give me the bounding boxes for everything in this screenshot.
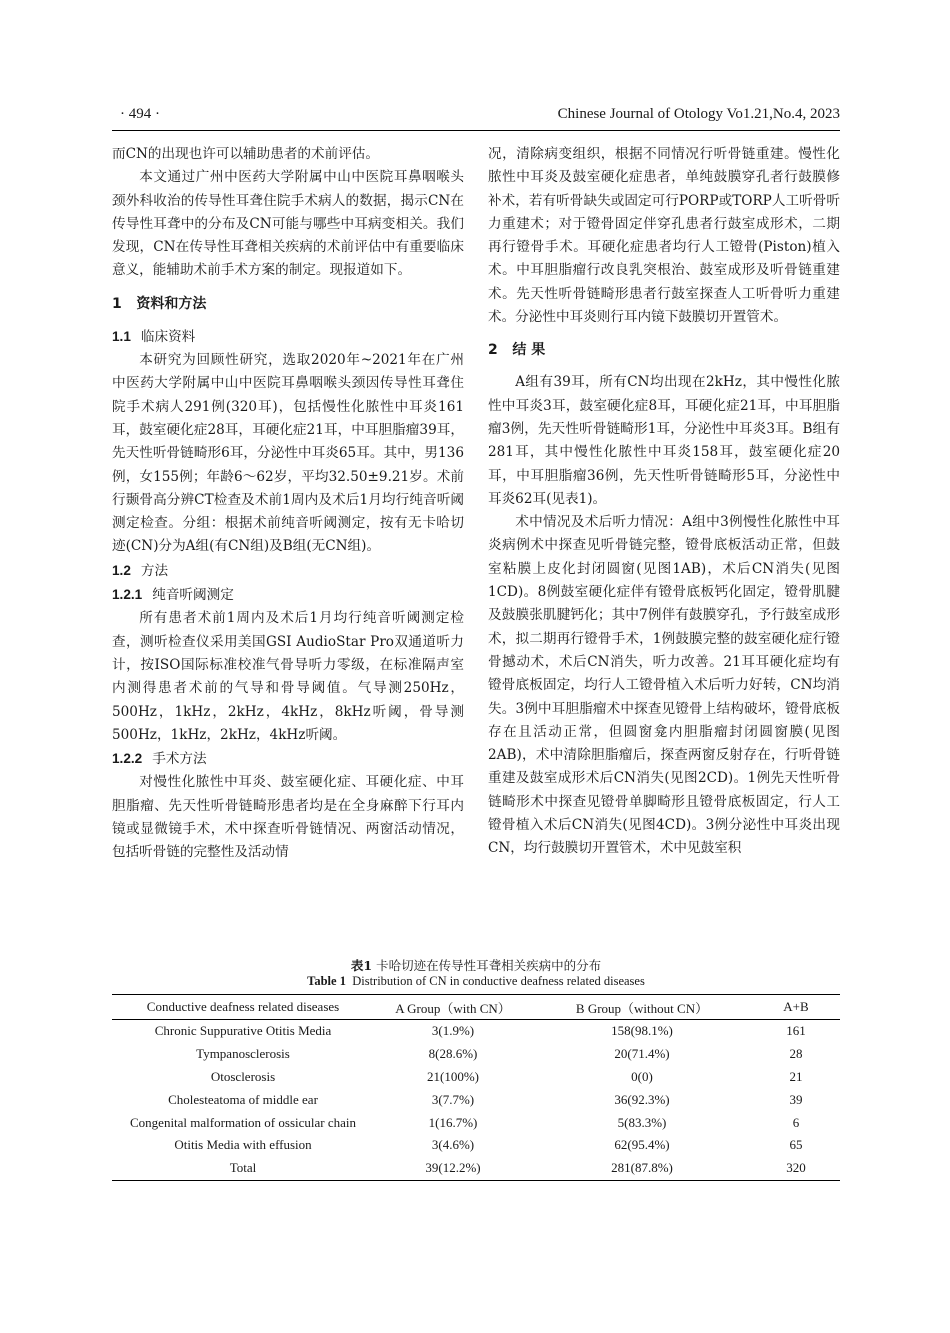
subsection-heading-clinical bbox=[112, 325, 464, 349]
paragraph-pta: 所有患者术前1周内及术后1月均行纯音听阈测定检查，测听检查仪采用美国GSI AudioStar Pro双通道听力计，按ISO国际标准校准气骨导听力零级，在标准隔声室内测得患者术前的气导和骨导阈值。气导测250Hz，500Hz，1kHz，2kHz，4kHz，8kHz听阈，骨导测500Hz，1kHz，2kHz，4kHz听阈。 bbox=[112, 610, 464, 743]
section-heading-results bbox=[488, 339, 840, 362]
subsubsection-number: 1.2.1 bbox=[112, 587, 143, 603]
section-number: 1 bbox=[112, 295, 122, 312]
table-title: 卡哈切迹在传导性耳聋相关疾病中的分布 bbox=[376, 958, 602, 973]
table-cell: 65 bbox=[789, 1137, 803, 1153]
paragraph-continued: 而CN的出现也许可以辅助患者的术前评估。 bbox=[112, 146, 379, 162]
subsection-number: 1.1 bbox=[112, 328, 131, 344]
table-label: Table 1 bbox=[307, 974, 346, 988]
table-cell: 8(28.6%) bbox=[428, 1046, 478, 1062]
table-cell: 161 bbox=[786, 1023, 806, 1039]
table-cell: Otosclerosis bbox=[210, 1068, 276, 1084]
table-row bbox=[112, 1134, 840, 1157]
table-cell: 6 bbox=[792, 1114, 800, 1130]
table-cell: 62(95.4%) bbox=[614, 1137, 670, 1153]
subsection-title: 方法 bbox=[140, 562, 169, 579]
journal-name: Chinese Journal of Otology Vo1.21,No.4, 2023 bbox=[557, 106, 840, 122]
subsubsection-heading-surgery bbox=[112, 747, 464, 771]
table-header-row bbox=[112, 995, 840, 1020]
table-cell: 21(100%) bbox=[427, 1068, 479, 1084]
section-title: 结 果 bbox=[512, 342, 546, 359]
table-cell: 158(98.1%) bbox=[611, 1023, 673, 1039]
table-title: Distribution of CN in conductive deafness related diseases bbox=[352, 974, 645, 988]
subsection-number: 1.2 bbox=[112, 562, 131, 578]
table-cell: 0(0) bbox=[631, 1068, 653, 1084]
table-cell: 39 bbox=[789, 1091, 803, 1107]
cn-distribution-table bbox=[112, 994, 840, 1181]
table-row bbox=[112, 1066, 840, 1089]
table-cell: 5(83.3%) bbox=[617, 1114, 667, 1130]
paragraph-surgery: 对慢性化脓性中耳炎、鼓室硬化症、耳硬化症、中耳胆脂瘤、先天性听骨链畸形患者均是在全身麻醉下行耳内镜或显微镜手术，术中探查听骨链情况、两窗活动情况，包括听骨链的完整性及活动情 bbox=[112, 774, 464, 861]
subsubsection-title: 手术方法 bbox=[152, 751, 207, 768]
table-cell: 20(71.4%) bbox=[614, 1046, 670, 1062]
table-row bbox=[112, 1043, 840, 1066]
page-number: · 494 · bbox=[120, 106, 160, 122]
right-column bbox=[488, 143, 840, 861]
table-cell: 3(7.7%) bbox=[431, 1091, 475, 1107]
table-row-total bbox=[112, 1157, 840, 1180]
table-cell: Congenital malformation of ossicular chain bbox=[130, 1114, 356, 1130]
table-row bbox=[112, 1111, 840, 1134]
column-header: A Group（with CN） bbox=[374, 995, 532, 1020]
subsubsection-heading-pta bbox=[112, 583, 464, 607]
column-header: Conductive deafness related diseases bbox=[112, 995, 374, 1020]
table-cell: 36(92.3%) bbox=[614, 1091, 670, 1107]
section-title: 资料和方法 bbox=[136, 295, 207, 312]
table-cell: 281(87.8%) bbox=[532, 1157, 752, 1180]
subsection-title: 临床资料 bbox=[140, 328, 196, 345]
paragraph-surgery-continued: 况，清除病变组织，根据不同情况行听骨链重建。慢性化脓性中耳炎及鼓室硬化症患者，单纯鼓膜穿孔者行鼓膜修补术，若有听骨缺失或固定可行PORP或TORP人工听骨听力重建术；对于镫骨固定伴穿孔患者行鼓室成形术，二期再行镫骨手术。耳硬化症患者均行人工镫骨(Piston)植入术。中耳胆脂瘤行改良乳突根治、鼓室成形及听骨链重建术。先天性听骨链畸形患者行鼓室探查人工听骨听力重建术。分泌性中耳炎则行耳内镜下鼓膜切开置管术。 bbox=[488, 146, 840, 326]
table-cell: Chronic Suppurative Otitis Media bbox=[154, 1023, 332, 1039]
paragraph-intraoperative: 术中情况及术后听力情况：A组中3例慢性化脓性中耳炎病例术中探查见听骨链完整，镫骨底板活动正常，但鼓室粘膜上皮化封闭圆窗(见图1AB)，术后CN消失(见图1CD)。8例鼓室硬化症伴有镫骨底板钙化固定，镫骨肌腱及鼓膜张肌腱钙化；其中7例伴有鼓膜穿孔，予行鼓室成形术，拟二期再行镫骨手术，1例鼓膜完整的鼓室硬化症行镫骨撼动术，术后CN消失，听力改善。21耳耳硬化症均有镫骨底板固定，均行人工镫骨植入术后听力好转，CN均消失。3例中耳胆脂瘤术中探查见镫骨上结构破坏，镫骨底板存在且活动正常，但圆窗龛内胆脂瘤封闭圆窗膜(见图2AB)，术中清除胆脂瘤后，探查两窗反射存在，行听骨链重建及鼓室成形术后CN消失(见图2CD)。1例先天性听骨链畸形术中探查见镫骨单脚畸形且镫骨底板固定，行人工镫骨植入术后CN消失(见图4CD)。3例分泌性中耳炎出现CN，均行鼓膜切开置管术，术中见鼓室积 bbox=[488, 514, 840, 857]
subsubsection-number: 1.2.2 bbox=[112, 751, 143, 767]
section-number: 2 bbox=[488, 342, 498, 359]
column-header: A+B bbox=[752, 995, 840, 1020]
table-cell: Cholesteatoma of middle ear bbox=[168, 1091, 318, 1107]
table-cell: Tympanosclerosis bbox=[196, 1046, 290, 1062]
table-cell: 21 bbox=[789, 1068, 803, 1084]
table-caption-chinese bbox=[112, 956, 840, 974]
table-row bbox=[112, 1020, 840, 1043]
table-cell: 3(1.9%) bbox=[431, 1023, 475, 1039]
column-header: B Group（without CN） bbox=[532, 995, 752, 1020]
table-cell: 28 bbox=[789, 1046, 803, 1062]
paragraph-intro: 本文通过广州中医药大学附属中山中医院耳鼻咽喉头颈外科收治的传导性耳聋住院手术病人的数据，揭示CN在传导性耳聋中的分布及CN可能与哪些中耳病变相关。我们发现，CN在传导性耳聋相关疾病的术前评估中有重要临床意义，能辅助术前手术方案的制定。现报道如下。 bbox=[112, 169, 464, 279]
paragraph-results: A组有39耳，所有CN均出现在2kHz，其中慢性化脓性中耳炎3耳，鼓室硬化症8耳，耳硬化症21耳，中耳胆脂瘤3例，先天性听骨链畸形1耳，分泌性中耳炎3耳。B组有281耳，其中慢性化脓性中耳炎158耳，鼓室硬化症20耳，中耳胆脂瘤36例，先天性听骨链畸形5耳，分泌性中耳炎62耳(见表1)。 bbox=[488, 374, 840, 507]
table-cell: 1(16.7%) bbox=[428, 1114, 478, 1130]
table-cell: Total bbox=[112, 1157, 374, 1180]
table-row bbox=[112, 1088, 840, 1111]
page-header bbox=[112, 102, 840, 131]
left-column bbox=[112, 143, 464, 865]
table-cell: Otitis Media with effusion bbox=[174, 1137, 312, 1153]
section-heading-methods bbox=[112, 293, 464, 316]
paragraph-clinical-data: 本研究为回顾性研究，选取2020年~2021年在广州中医药大学附属中山中医院耳鼻咽喉头颈因传导性耳聋住院手术病人291例(320耳)，包括慢性化脓性中耳炎161耳，鼓室硬化症28耳，耳硬化症21耳，中耳胆脂瘤39耳，先天性听骨链畸形6耳，分泌性中耳炎65耳。其中，男136例，女155例；年龄6～62岁，平均32.50±9.21岁。术前行颞骨高分辨CT检查及术前1周内及术后1月均行纯音听阈测定检查。分组：根据术前纯音听阈测定，按有无卡哈切迹(CN)分为A组(有CN组)及B组(无CN组)。 bbox=[112, 352, 464, 555]
table-cell: 3(4.6%) bbox=[431, 1137, 475, 1153]
table-label: 表1 bbox=[350, 958, 373, 973]
subsection-heading-method bbox=[112, 559, 464, 583]
table-caption-english bbox=[112, 974, 840, 989]
subsubsection-title: 纯音听阈测定 bbox=[152, 587, 234, 604]
table-cell: 39(12.2%) bbox=[374, 1157, 532, 1180]
table-cell: 320 bbox=[752, 1157, 840, 1180]
